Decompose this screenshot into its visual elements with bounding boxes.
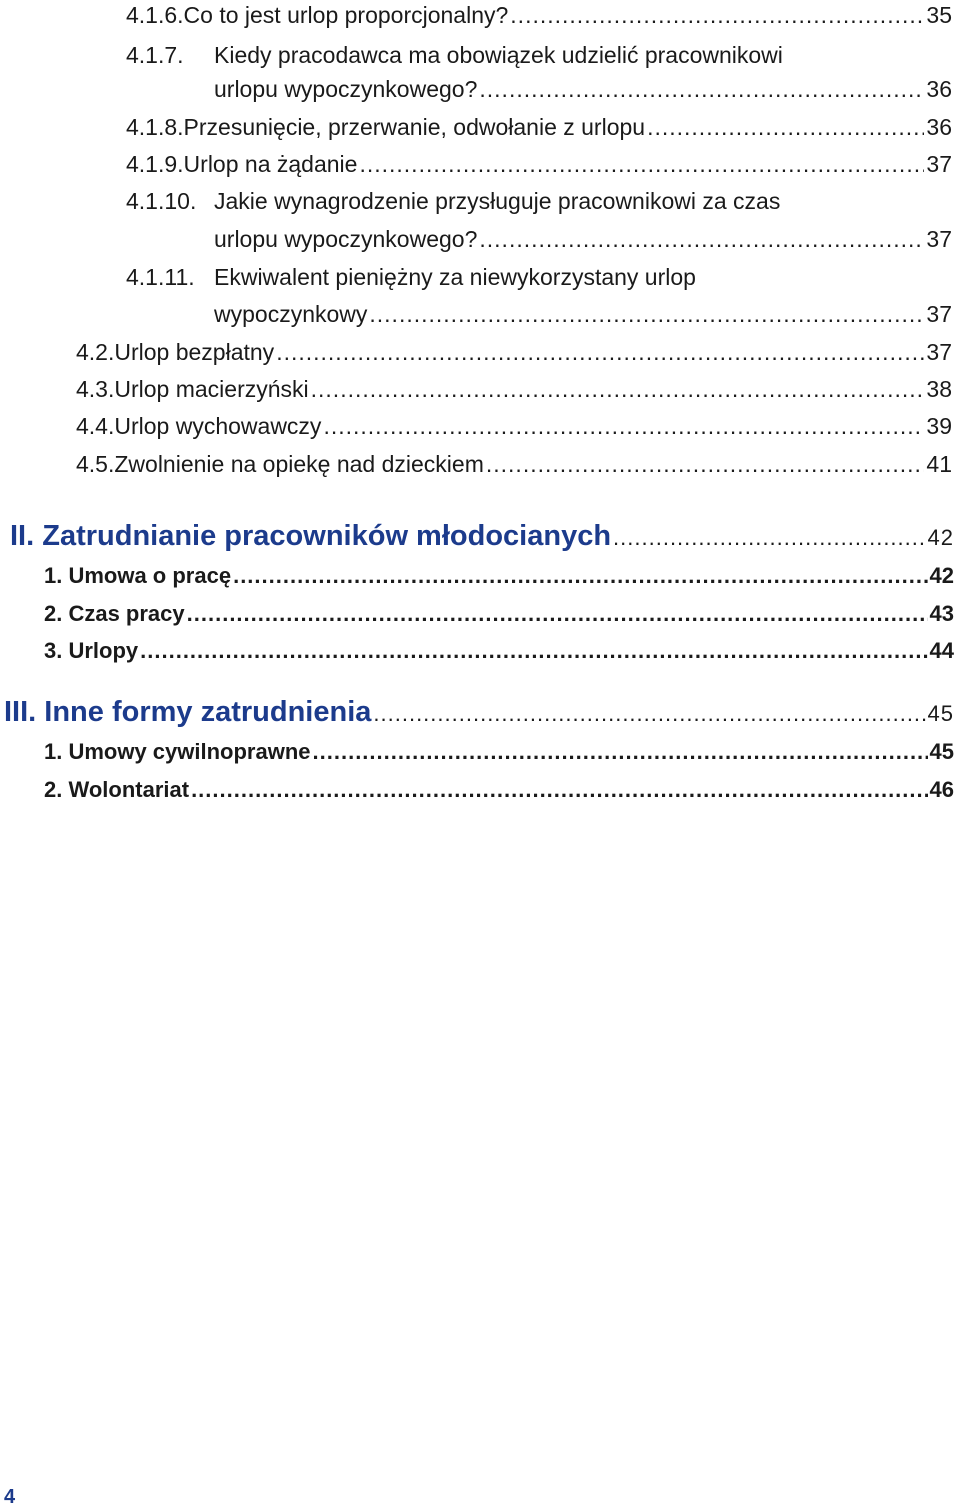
entry-page: 41 bbox=[926, 451, 952, 477]
entry-number: 4.1.7. bbox=[126, 42, 184, 68]
toc-entry[interactable] bbox=[76, 376, 952, 410]
toc-entry-line1 bbox=[126, 264, 696, 291]
entry-title: wypoczynkowy bbox=[214, 301, 368, 327]
entry-title: Przesunięcie, przerwanie, odwołanie z urlopu bbox=[183, 114, 646, 140]
entry-number: 4.1.10. bbox=[126, 188, 197, 214]
subentry-page: 44 bbox=[929, 638, 954, 663]
entry-title: Zwolnienie na opiekę nad dzieckiem bbox=[114, 451, 484, 477]
leader-dots bbox=[191, 777, 927, 803]
entry-number: 4.1.11. bbox=[126, 264, 195, 290]
section-title: III. Inne formy zatrudnienia bbox=[4, 696, 372, 728]
toc-subentry[interactable] bbox=[44, 638, 954, 672]
entry-number: 4.1.6. bbox=[126, 2, 184, 28]
entry-title: urlopu wypoczynkowego? bbox=[214, 226, 478, 252]
toc-entry[interactable] bbox=[126, 2, 952, 36]
leader-dots bbox=[486, 451, 925, 478]
toc-entry[interactable] bbox=[76, 413, 952, 447]
toc-entry[interactable] bbox=[214, 226, 952, 260]
entry-number: 4.4. bbox=[76, 413, 115, 439]
leader-dots bbox=[140, 638, 927, 664]
toc-subentry[interactable] bbox=[44, 777, 954, 811]
toc-entry[interactable] bbox=[76, 339, 952, 373]
entry-page: 37 bbox=[926, 301, 952, 327]
leader-dots bbox=[313, 739, 928, 765]
leader-dots bbox=[359, 151, 924, 178]
entry-page: 37 bbox=[926, 226, 952, 252]
entry-page: 37 bbox=[926, 151, 952, 177]
subentry-page: 43 bbox=[929, 601, 954, 626]
subentry-title: 1. Umowa o pracę bbox=[44, 563, 232, 588]
toc-entry[interactable] bbox=[214, 76, 952, 110]
leader-dots bbox=[233, 563, 927, 589]
leader-dots bbox=[323, 413, 924, 440]
entry-title: Co to jest urlop proporcjonalny? bbox=[183, 2, 509, 28]
toc-subentry[interactable] bbox=[44, 739, 954, 773]
page-number: 4 bbox=[4, 1486, 16, 1508]
leader-dots bbox=[647, 114, 924, 141]
toc-entry-line1 bbox=[126, 42, 783, 69]
entry-title: Urlop bezpłatny bbox=[114, 339, 275, 365]
leader-dots bbox=[479, 226, 924, 253]
entry-page: 35 bbox=[926, 2, 952, 28]
leader-dots bbox=[373, 701, 925, 727]
entry-number: 4.1.8. bbox=[126, 114, 184, 140]
entry-title: Urlop wychowawczy bbox=[114, 413, 322, 439]
entry-title-line1: Kiedy pracodawca ma obowiązek udzielić pracownikowi bbox=[214, 42, 783, 68]
section-heading-ii[interactable] bbox=[10, 520, 954, 560]
entry-number: 4.1.9. bbox=[126, 151, 184, 177]
entry-title: urlopu wypoczynkowego? bbox=[214, 76, 478, 102]
entry-page: 39 bbox=[926, 413, 952, 439]
entry-title-line1: Ekwiwalent pieniężny za niewykorzystany urlop bbox=[214, 264, 696, 290]
toc-entry-line1 bbox=[126, 188, 780, 215]
toc-entry[interactable] bbox=[214, 301, 952, 335]
leader-dots bbox=[479, 76, 924, 103]
leader-dots bbox=[311, 376, 925, 403]
entry-number: 4.2. bbox=[76, 339, 115, 365]
leader-dots bbox=[369, 301, 924, 328]
subentry-title: 3. Urlopy bbox=[44, 638, 139, 663]
subentry-title: 1. Umowy cywilnoprawne bbox=[44, 739, 311, 764]
toc-entry[interactable] bbox=[126, 151, 952, 185]
toc-subentry[interactable] bbox=[44, 563, 954, 597]
leader-dots bbox=[187, 601, 928, 627]
section-heading-iii[interactable] bbox=[4, 696, 954, 736]
subentry-title: 2. Wolontariat bbox=[44, 777, 190, 802]
entry-title: Urlop macierzyński bbox=[114, 376, 309, 402]
subentry-page: 45 bbox=[929, 739, 954, 764]
section-page: 42 bbox=[927, 525, 954, 550]
entry-number: 4.3. bbox=[76, 376, 115, 402]
toc-subentry[interactable] bbox=[44, 601, 954, 635]
entry-page: 37 bbox=[926, 339, 952, 365]
entry-page: 36 bbox=[926, 114, 952, 140]
entry-number: 4.5. bbox=[76, 451, 115, 477]
section-page: 45 bbox=[927, 701, 954, 726]
section-title: II. Zatrudnianie pracowników młodocianych bbox=[10, 520, 612, 552]
entry-page: 38 bbox=[926, 376, 952, 402]
leader-dots bbox=[510, 2, 924, 29]
subentry-page: 46 bbox=[929, 777, 954, 802]
entry-page: 36 bbox=[926, 76, 952, 102]
toc-entry[interactable] bbox=[126, 114, 952, 148]
subentry-title: 2. Czas pracy bbox=[44, 601, 185, 626]
toc-entry[interactable] bbox=[76, 451, 952, 485]
entry-title: Urlop na żądanie bbox=[183, 151, 358, 177]
leader-dots bbox=[613, 525, 925, 551]
leader-dots bbox=[276, 339, 924, 366]
subentry-page: 42 bbox=[929, 563, 954, 588]
entry-title-line1: Jakie wynagrodzenie przysługuje pracownikowi za czas bbox=[214, 188, 781, 214]
